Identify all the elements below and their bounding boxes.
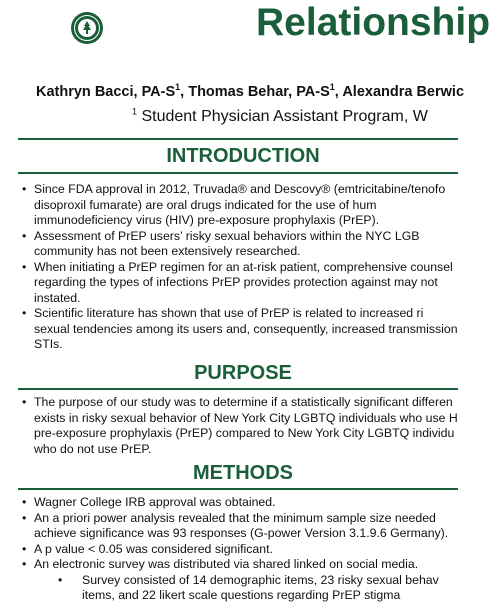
section-rule	[18, 388, 458, 390]
author-separator: ,	[180, 84, 189, 100]
methods-heading: METHODS	[193, 462, 293, 484]
introduction-list	[22, 182, 472, 353]
list-item: • A p value < 0.05 was considered significant.	[22, 541, 273, 556]
author-name: Thomas Behar, PA-S	[188, 84, 330, 100]
purpose-heading: PURPOSE	[194, 362, 292, 384]
author-list	[36, 82, 464, 102]
affiliation-text: Student Physician Assistant Program, W	[141, 108, 428, 125]
methods-list	[22, 495, 472, 604]
author-name: Kathryn Bacci, PA-S	[36, 84, 176, 100]
list-subitem: • Survey consisted of 14 demographic items, 23 risky sexual behav items, and 22 likert scale questions regarding PrEP stigma	[58, 572, 439, 602]
list-item: • Since FDA approval in 2012, Truvada® and Descovy® (emtricitabine/tenofo disoproxil fumarate) are oral drugs indicated for the use of hum immunodeficiency virus (HIV) pre-exposure prophylaxis (PrEP).	[22, 182, 446, 227]
list-item: • When initiating a PrEP regimen for an at-risk patient, comprehensive counsel regarding the types of infections PrEP provides protection against may not instated.	[22, 259, 453, 305]
purpose-list	[22, 395, 472, 457]
list-item: • Scientific literature has shown that use of PrEP is related to increased ri sexual tendencies among its users and, consequently, increased transmission STIs.	[22, 306, 458, 351]
list-item: • The purpose of our study was to determine if a statistically significant differen exists in risky sexual behavior of New York City LGBTQ individuals who use H pre-exposure prophylaxis (PrEP) compared to New York City LGBTQ individu who do not use PrEP.	[22, 395, 458, 456]
section-rule	[18, 172, 458, 174]
author-separator: ,	[334, 84, 343, 100]
affiliation	[132, 107, 428, 127]
section-rule	[18, 488, 458, 490]
list-item: • An a priori power analysis revealed that the minimum sample size needed achieve significance was 93 responses (G-power Version 3.1.9.6 Germany).	[22, 510, 449, 540]
list-item: • Assessment of PrEP users’ risky sexual behaviors within the NYC LGB community has not been extensively researched.	[22, 228, 420, 258]
poster-title: Relationship	[256, 1, 490, 44]
author-superscript: 1	[329, 82, 335, 93]
author-superscript: 1	[175, 82, 181, 93]
list-item: • An electronic survey was distributed via shared linked on social media.	[22, 557, 419, 571]
list-item: • Wagner College IRB approval was obtained.	[22, 495, 276, 509]
college-seal-logo	[70, 11, 104, 45]
section-rule	[18, 138, 458, 140]
affiliation-superscript: 1	[132, 106, 138, 117]
introduction-heading: INTRODUCTION	[166, 145, 320, 167]
author-name: Alexandra Berwic	[342, 84, 465, 100]
